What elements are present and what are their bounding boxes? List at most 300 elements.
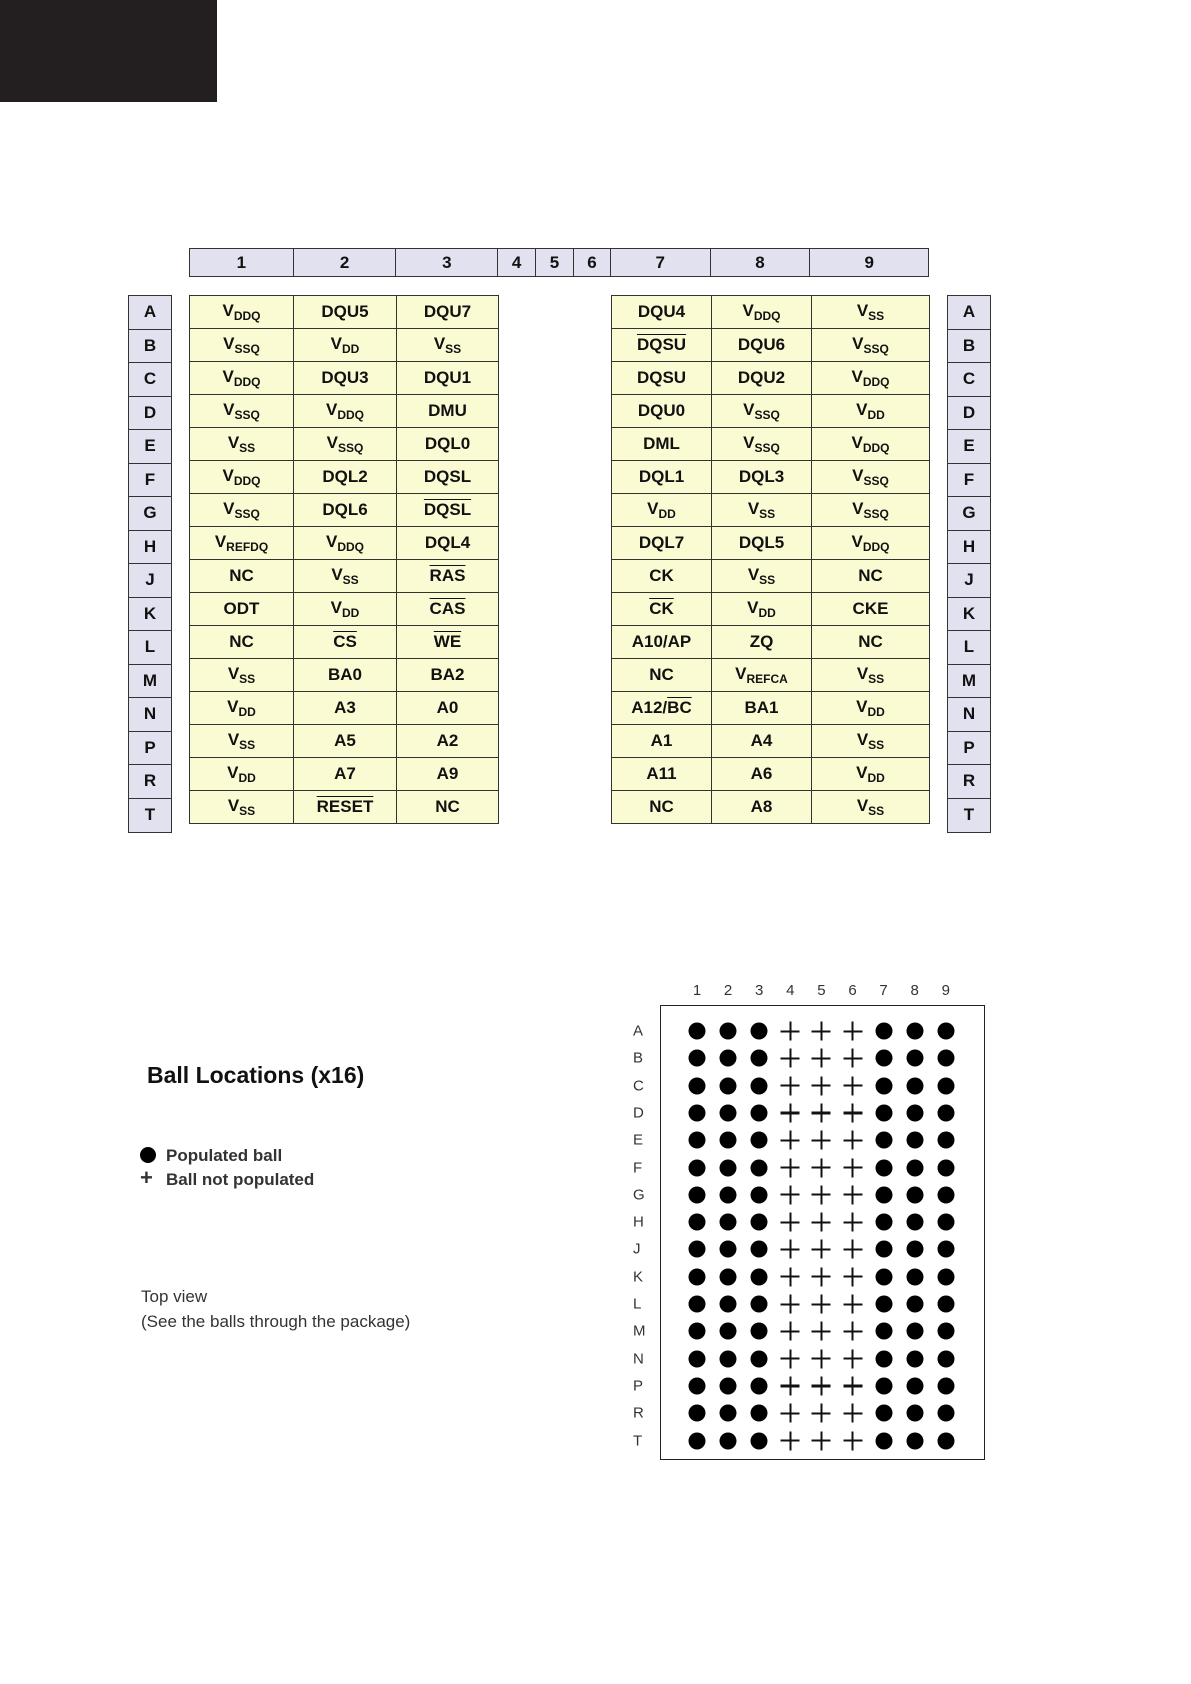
populated-ball-A8 [906, 1023, 923, 1040]
populated-ball-L3 [751, 1296, 768, 1313]
populated-ball-T8 [906, 1432, 923, 1449]
populated-ball-F1 [689, 1159, 706, 1176]
pin-A9: $V_{SS}$ [812, 296, 930, 329]
populated-ball-D7 [875, 1104, 892, 1121]
unpopulated-ball-A6 [843, 1022, 862, 1041]
pin-A1: $V_{DDQ}$ [190, 296, 294, 329]
populated-ball-K8 [906, 1268, 923, 1285]
pin-row-H [190, 527, 499, 560]
populated-ball-M7 [875, 1323, 892, 1340]
grid-row-label-C: C [633, 1077, 644, 1095]
pin-row-N [190, 692, 499, 725]
populated-ball-G9 [937, 1186, 954, 1203]
pin-T7: NC [612, 791, 712, 824]
row-label-C: C [129, 363, 171, 397]
pin-G1: $V_{SSQ}$ [190, 494, 294, 527]
row-labels-right [947, 295, 991, 833]
row-label-N: N [129, 698, 171, 732]
row-label-A: A [129, 296, 171, 330]
populated-ball-E2 [720, 1132, 737, 1149]
unpopulated-ball-P5 [812, 1376, 831, 1395]
populated-ball-F9 [937, 1159, 954, 1176]
grid-col-label-1: 1 [692, 982, 702, 999]
pin-row-L [612, 626, 930, 659]
populated-ball-B8 [906, 1050, 923, 1067]
pin-row-N [612, 692, 930, 725]
pin-D9: $V_{DD}$ [812, 395, 930, 428]
pin-N1: $V_{DD}$ [190, 692, 294, 725]
pin-row-E [190, 428, 499, 461]
populated-ball-M2 [720, 1323, 737, 1340]
pin-H9: $V_{DDQ}$ [812, 527, 930, 560]
pin-H8: DQL5 [712, 527, 812, 560]
populated-ball-P7 [875, 1377, 892, 1394]
pin-row-J [612, 560, 930, 593]
top-view-title: Top view [141, 1287, 208, 1306]
populated-ball-G7 [875, 1186, 892, 1203]
pin-P2: A5 [294, 725, 397, 758]
populated-ball-G2 [720, 1186, 737, 1203]
unpopulated-ball-M5 [812, 1322, 831, 1341]
unpopulated-ball-G4 [781, 1185, 800, 1204]
grid-row-label-A: A [633, 1022, 644, 1040]
pin-E9: $V_{DDQ}$ [812, 428, 930, 461]
unpopulated-ball-M6 [843, 1322, 862, 1341]
column-header-2: 2 [294, 249, 397, 276]
pin-P1: $V_{SS}$ [190, 725, 294, 758]
pin-H1: $V_{REFDQ}$ [190, 527, 294, 560]
populated-ball-J8 [906, 1241, 923, 1258]
unpopulated-ball-G5 [812, 1185, 831, 1204]
pin-J3: $\overline{RAS}$ [397, 560, 499, 593]
unpopulated-ball-F4 [781, 1158, 800, 1177]
pin-row-A [612, 296, 930, 329]
unpopulated-ball-A4 [781, 1022, 800, 1041]
unpopulated-ball-J6 [843, 1240, 862, 1259]
row-label-N: N [948, 698, 990, 732]
pin-N7: $A12/\overline{BC}$ [612, 692, 712, 725]
unpopulated-ball-C6 [843, 1076, 862, 1095]
unpopulated-ball-E5 [812, 1131, 831, 1150]
pin-row-H [612, 527, 930, 560]
corner-black-tab [0, 0, 217, 102]
row-label-M: M [129, 665, 171, 699]
unpopulated-ball-B4 [781, 1049, 800, 1068]
column-header-8: 8 [711, 249, 811, 276]
unpopulated-ball-M4 [781, 1322, 800, 1341]
populated-ball-D3 [751, 1104, 768, 1121]
column-header-6: 6 [574, 249, 611, 276]
populated-ball-D8 [906, 1104, 923, 1121]
populated-ball-K7 [875, 1268, 892, 1285]
pin-F9: $V_{SSQ}$ [812, 461, 930, 494]
row-label-L: L [948, 631, 990, 665]
populated-ball-A1 [689, 1023, 706, 1040]
pin-J2: $V_{SS}$ [294, 560, 397, 593]
populated-ball-G1 [689, 1186, 706, 1203]
populated-ball-C7 [875, 1077, 892, 1094]
pin-A3: DQU7 [397, 296, 499, 329]
populated-ball-L1 [689, 1296, 706, 1313]
unpopulated-ball-C4 [781, 1076, 800, 1095]
pin-M1: $V_{SS}$ [190, 659, 294, 692]
pin-G9: $V_{SSQ}$ [812, 494, 930, 527]
pin-J1: NC [190, 560, 294, 593]
pin-A2: DQU5 [294, 296, 397, 329]
populated-ball-D2 [720, 1104, 737, 1121]
pin-K2: $V_{DD}$ [294, 593, 397, 626]
pin-row-D [190, 395, 499, 428]
pin-row-R [612, 758, 930, 791]
legend-not-populated: + Ball not populated [140, 1165, 315, 1190]
populated-ball-N9 [937, 1350, 954, 1367]
pin-N8: BA1 [712, 692, 812, 725]
grid-row-label-L: L [633, 1295, 642, 1313]
pin-row-G [612, 494, 930, 527]
unpopulated-ball-T4 [781, 1431, 800, 1450]
populated-ball-E7 [875, 1132, 892, 1149]
populated-ball-T7 [875, 1432, 892, 1449]
pin-M3: BA2 [397, 659, 499, 692]
pin-G7: $V_{DD}$ [612, 494, 712, 527]
pin-R7: A11 [612, 758, 712, 791]
populated-ball-F8 [906, 1159, 923, 1176]
pin-M8: $V_{REFCA}$ [712, 659, 812, 692]
pin-K7: $\overline{CK}$ [612, 593, 712, 626]
pin-row-L [190, 626, 499, 659]
unpopulated-ball-R6 [843, 1404, 862, 1423]
populated-ball-J9 [937, 1241, 954, 1258]
pin-row-P [612, 725, 930, 758]
pin-E7: DML [612, 428, 712, 461]
pin-J8: $V_{SS}$ [712, 560, 812, 593]
populated-ball-R3 [751, 1405, 768, 1422]
unpopulated-ball-H5 [812, 1213, 831, 1232]
legend-populated: Populated ball [140, 1146, 282, 1166]
unpopulated-ball-F6 [843, 1158, 862, 1177]
row-label-J: J [129, 564, 171, 598]
pin-M9: $V_{SS}$ [812, 659, 930, 692]
populated-ball-T1 [689, 1432, 706, 1449]
grid-col-label-5: 5 [817, 982, 826, 999]
pin-H7: DQL7 [612, 527, 712, 560]
pin-L2: $\overline{CS}$ [294, 626, 397, 659]
pin-T2: RESET [294, 791, 397, 824]
populated-ball-L2 [720, 1296, 737, 1313]
grid-col-label-7: 7 [879, 982, 888, 999]
populated-ball-N3 [751, 1350, 768, 1367]
grid-row-label-B: B [633, 1049, 644, 1067]
row-label-C: C [948, 363, 990, 397]
pin-G8: $V_{SS}$ [712, 494, 812, 527]
populated-ball-J2 [720, 1241, 737, 1258]
pin-R1: $V_{DD}$ [190, 758, 294, 791]
pin-D8: $V_{SSQ}$ [712, 395, 812, 428]
pin-C3: DQU1 [397, 362, 499, 395]
populated-ball-N1 [689, 1350, 706, 1367]
populated-ball-T3 [751, 1432, 768, 1449]
populated-ball-A3 [751, 1023, 768, 1040]
unpopulated-ball-J4 [781, 1240, 800, 1259]
populated-ball-M8 [906, 1323, 923, 1340]
pin-row-B [190, 329, 499, 362]
populated-ball-C2 [720, 1077, 737, 1094]
pin-C8: DQU2 [712, 362, 812, 395]
populated-ball-B9 [937, 1050, 954, 1067]
populated-ball-A9 [937, 1023, 954, 1040]
pin-N3: A0 [397, 692, 499, 725]
pin-K8: $V_{DD}$ [712, 593, 812, 626]
populated-ball-K9 [937, 1268, 954, 1285]
populated-ball-J7 [875, 1241, 892, 1258]
populated-ball-K3 [751, 1268, 768, 1285]
populated-ball-P9 [937, 1377, 954, 1394]
pin-P3: A2 [397, 725, 499, 758]
row-label-E: E [948, 430, 990, 464]
grid-row-label-E: E [633, 1131, 644, 1149]
pin-row-P [190, 725, 499, 758]
pin-D3: DMU [397, 395, 499, 428]
grid-row-label-N: N [633, 1350, 644, 1368]
unpopulated-ball-E6 [843, 1131, 862, 1150]
pin-row-F [190, 461, 499, 494]
pin-B1: $V_{SSQ}$ [190, 329, 294, 362]
pin-B8: DQU6 [712, 329, 812, 362]
row-label-E: E [129, 430, 171, 464]
unpopulated-ball-P4 [781, 1376, 800, 1395]
unpopulated-ball-K5 [812, 1267, 831, 1286]
populated-ball-T9 [937, 1432, 954, 1449]
pin-E8: $V_{SSQ}$ [712, 428, 812, 461]
grid-row-label-P: P [633, 1377, 644, 1395]
pin-L9: NC [812, 626, 930, 659]
row-label-L: L [129, 631, 171, 665]
pin-T1: $V_{SS}$ [190, 791, 294, 824]
populated-ball-H7 [875, 1214, 892, 1231]
pin-R3: A9 [397, 758, 499, 791]
populated-ball-C3 [751, 1077, 768, 1094]
pin-T9: $V_{SS}$ [812, 791, 930, 824]
unpopulated-ball-K6 [843, 1267, 862, 1286]
populated-ball-D1 [689, 1104, 706, 1121]
pin-G3: DQSL [397, 494, 499, 527]
populated-ball-R8 [906, 1405, 923, 1422]
unpopulated-ball-T6 [843, 1431, 862, 1450]
pin-E2: $V_{SSQ}$ [294, 428, 397, 461]
grid-row-label-J: J [633, 1240, 641, 1258]
pin-D7: DQU0 [612, 395, 712, 428]
column-header-4: 4 [498, 249, 536, 276]
pin-T3: NC [397, 791, 499, 824]
populated-ball-B2 [720, 1050, 737, 1067]
pin-F3: DQSL [397, 461, 499, 494]
pin-F8: DQL3 [712, 461, 812, 494]
populated-ball-C1 [689, 1077, 706, 1094]
filled-circle-icon [140, 1146, 166, 1166]
row-label-K: K [948, 598, 990, 632]
grid-row-label-D: D [633, 1104, 644, 1122]
populated-ball-E1 [689, 1132, 706, 1149]
populated-ball-F7 [875, 1159, 892, 1176]
row-label-P: P [129, 732, 171, 766]
column-header-9: 9 [864, 252, 874, 272]
pin-L8: ZQ [712, 626, 812, 659]
row-label-M: M [948, 665, 990, 699]
unpopulated-ball-N5 [812, 1349, 831, 1368]
pin-row-C [612, 362, 930, 395]
populated-ball-D9 [937, 1104, 954, 1121]
populated-ball-G3 [751, 1186, 768, 1203]
column-header-7: 7 [611, 249, 711, 276]
populated-ball-R1 [689, 1405, 706, 1422]
pin-row-F [612, 461, 930, 494]
pin-C1: $V_{DDQ}$ [190, 362, 294, 395]
grid-row-label-H: H [633, 1213, 644, 1231]
populated-ball-J3 [751, 1241, 768, 1258]
pin-J9: NC [812, 560, 930, 593]
row-label-J: J [948, 564, 990, 598]
unpopulated-ball-D4 [781, 1103, 800, 1122]
pin-row-D [612, 395, 930, 428]
populated-ball-P1 [689, 1377, 706, 1394]
row-label-D: D [129, 397, 171, 431]
pin-R2: A7 [294, 758, 397, 791]
unpopulated-ball-F5 [812, 1158, 831, 1177]
grid-col-label-8: 8 [910, 982, 919, 999]
populated-ball-K1 [689, 1268, 706, 1285]
populated-ball-P2 [720, 1377, 737, 1394]
row-label-T: T [144, 805, 156, 825]
grid-row-label-F: F [633, 1159, 643, 1176]
populated-ball-J1 [689, 1241, 706, 1258]
populated-ball-M3 [751, 1323, 768, 1340]
pin-C2: DQU3 [294, 362, 397, 395]
pin-K1: ODT [190, 593, 294, 626]
populated-ball-F3 [751, 1159, 768, 1176]
row-label-G: G [948, 497, 990, 531]
populated-ball-R2 [720, 1405, 737, 1422]
populated-ball-C9 [937, 1077, 954, 1094]
populated-ball-G8 [906, 1186, 923, 1203]
pin-row-K [190, 593, 499, 626]
populated-ball-B7 [875, 1050, 892, 1067]
unpopulated-ball-P6 [843, 1376, 862, 1395]
pin-row-J [190, 560, 499, 593]
pin-row-B [612, 329, 930, 362]
populated-ball-H9 [937, 1214, 954, 1231]
populated-ball-P8 [906, 1377, 923, 1394]
populated-ball-H2 [720, 1214, 737, 1231]
row-label-B: B [129, 330, 171, 364]
pin-row-T [190, 791, 499, 824]
grid-col-label-9: 9 [941, 982, 950, 999]
pin-B7: DQSU [612, 329, 712, 362]
pin-G2: DQL6 [294, 494, 397, 527]
pin-N9: $V_{DD}$ [812, 692, 930, 725]
pin-row-G [190, 494, 499, 527]
pin-H2: $V_{DDQ}$ [294, 527, 397, 560]
row-labels-left [128, 295, 172, 833]
grid-col-label-4: 4 [786, 982, 795, 999]
pin-F7: DQL1 [612, 461, 712, 494]
unpopulated-ball-G6 [843, 1185, 862, 1204]
top-view-note [141, 1284, 410, 1334]
grid-row-label-T: T [633, 1432, 643, 1449]
pin-row-M [612, 659, 930, 692]
pin-B9: $V_{SSQ}$ [812, 329, 930, 362]
pin-M7: NC [612, 659, 712, 692]
unpopulated-ball-T5 [812, 1431, 831, 1450]
populated-ball-B3 [751, 1050, 768, 1067]
grid-row-label-K: K [633, 1268, 644, 1286]
row-label-F: F [129, 464, 171, 498]
unpopulated-ball-B5 [812, 1049, 831, 1068]
pin-J7: CK [612, 560, 712, 593]
unpopulated-ball-D6 [843, 1103, 862, 1122]
ball-locations-title: Ball Locations (x16) [147, 1062, 365, 1088]
unpopulated-ball-D5 [812, 1103, 831, 1122]
unpopulated-ball-E4 [781, 1131, 800, 1150]
pin-T8: A8 [712, 791, 812, 824]
unpopulated-ball-J5 [812, 1240, 831, 1259]
pin-K3: $\overline{CAS}$ [397, 593, 499, 626]
column-header-3: 3 [396, 249, 498, 276]
populated-ball-H3 [751, 1214, 768, 1231]
populated-ball-R7 [875, 1405, 892, 1422]
unpopulated-ball-R4 [781, 1404, 800, 1423]
pin-A7: DQU4 [612, 296, 712, 329]
populated-ball-A2 [720, 1023, 737, 1040]
unpopulated-ball-H6 [843, 1213, 862, 1232]
pin-table-right [611, 295, 930, 824]
row-label-R: R [948, 765, 990, 799]
pin-L7: A10/AP [612, 626, 712, 659]
row-label-K: K [129, 598, 171, 632]
row-label-G: G [129, 497, 171, 531]
pin-P8: A4 [712, 725, 812, 758]
pin-D1: $V_{SSQ}$ [190, 395, 294, 428]
unpopulated-ball-N4 [781, 1349, 800, 1368]
pin-N2: A3 [294, 692, 397, 725]
unpopulated-ball-L4 [781, 1295, 800, 1314]
pin-P9: $V_{SS}$ [812, 725, 930, 758]
unpopulated-ball-H4 [781, 1213, 800, 1232]
pin-P7: A1 [612, 725, 712, 758]
unpopulated-ball-R5 [812, 1404, 831, 1423]
populated-ball-L8 [906, 1296, 923, 1313]
pin-row-C [190, 362, 499, 395]
row-label-A: A [948, 296, 990, 330]
unpopulated-ball-C5 [812, 1076, 831, 1095]
pin-row-E [612, 428, 930, 461]
column-header-1: 1 [190, 249, 294, 276]
populated-ball-H1 [689, 1214, 706, 1231]
column-header-5: 5 [536, 249, 574, 276]
pin-R8: A6 [712, 758, 812, 791]
pin-F2: DQL2 [294, 461, 397, 494]
pin-row-K [612, 593, 930, 626]
pin-row-A [190, 296, 499, 329]
populated-ball-H8 [906, 1214, 923, 1231]
populated-ball-T2 [720, 1432, 737, 1449]
populated-ball-R9 [937, 1405, 954, 1422]
unpopulated-ball-K4 [781, 1267, 800, 1286]
populated-ball-E9 [937, 1132, 954, 1149]
unpopulated-ball-B6 [843, 1049, 862, 1068]
populated-ball-L7 [875, 1296, 892, 1313]
pin-D2: $V_{DDQ}$ [294, 395, 397, 428]
pin-column-header [189, 248, 929, 277]
